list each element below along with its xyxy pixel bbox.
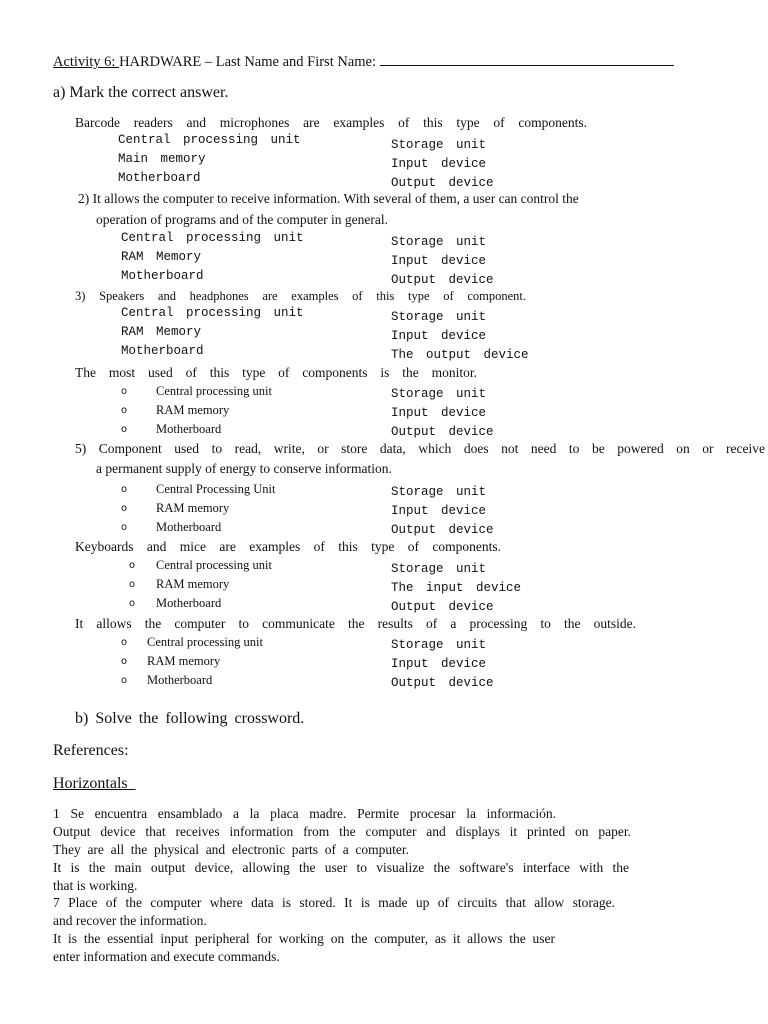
question-text: 2) It allows the computer to receive information. With several of them, a user can control the	[78, 191, 579, 206]
answer-option[interactable]: Storage unit	[391, 310, 487, 324]
clue-text: It is the main output device, allowing the user to visualize the software's interface with the	[53, 860, 629, 875]
bullet-icon: o	[121, 405, 128, 416]
answer-option[interactable]: Central Processing Unit	[156, 482, 276, 496]
answer-option[interactable]: Central processing unit	[121, 231, 304, 245]
bullet-icon: o	[129, 560, 136, 571]
answer-option[interactable]: Main memory	[118, 152, 206, 166]
answer-option[interactable]: Output device	[391, 176, 494, 190]
bullet-icon: o	[121, 503, 128, 514]
answer-option[interactable]: Storage unit	[391, 638, 487, 652]
clue-text: Output device that receives information from the computer and displays it printed on paper.	[53, 824, 631, 839]
question-text: 3) Speakers and headphones are examples of this type of component.	[75, 289, 526, 303]
answer-option[interactable]: Input device	[391, 657, 487, 671]
answer-option[interactable]: Motherboard	[156, 520, 222, 534]
answer-option[interactable]: Central processing unit	[156, 384, 272, 398]
bullet-icon: o	[129, 598, 136, 609]
answer-option[interactable]: Central processing unit	[121, 306, 304, 320]
answer-option[interactable]: Storage unit	[391, 387, 487, 401]
answer-option[interactable]: RAM memory	[156, 577, 230, 591]
answer-option[interactable]: The output device	[391, 348, 529, 362]
answer-option[interactable]: The input device	[391, 581, 522, 595]
answer-option[interactable]: Motherboard	[147, 673, 213, 687]
question-text: 5) Component used to read, write, or store data, which does not need to be powered on or receive	[75, 441, 765, 456]
answer-option[interactable]: Output device	[391, 523, 494, 537]
answer-option[interactable]: Input device	[391, 504, 487, 518]
answer-option[interactable]: RAM memory	[147, 654, 221, 668]
bullet-icon: o	[121, 424, 128, 435]
question-text: a permanent supply of energy to conserve information.	[96, 461, 392, 476]
answer-option[interactable]: Output device	[391, 273, 494, 287]
answer-option[interactable]: Motherboard	[118, 171, 201, 185]
clue-text: that is working.	[53, 878, 138, 893]
clue-text: and recover the information.	[53, 913, 207, 928]
answer-option[interactable]: Storage unit	[391, 485, 487, 499]
answer-option[interactable]: Output device	[391, 676, 494, 690]
answer-option[interactable]: Motherboard	[156, 422, 222, 436]
answer-option[interactable]: Storage unit	[391, 562, 487, 576]
section-a-title: a) Mark the correct answer.	[53, 84, 229, 101]
clue-text: 7 Place of the computer where data is stored. It is made up of circuits that allow storage.	[53, 895, 615, 910]
clue-text: It is the essential input peripheral for working on the computer, as it allows the user	[53, 931, 555, 946]
question-text: The most used of this type of components is the monitor.	[75, 365, 477, 380]
answer-option[interactable]: Motherboard	[121, 269, 204, 283]
name-prompt: – Last Name and First Name:	[201, 54, 380, 70]
question-text: It allows the computer to communicate the results of a processing to the outside.	[75, 616, 636, 631]
bullet-icon: o	[121, 637, 128, 648]
answer-option[interactable]: Output device	[391, 425, 494, 439]
clue-text: They are all the physical and electronic parts of a computer.	[53, 842, 409, 857]
answer-option[interactable]: Storage unit	[391, 235, 487, 249]
answer-option[interactable]: Input device	[391, 157, 487, 171]
activity-header	[53, 55, 674, 70]
answer-option[interactable]: Central processing unit	[147, 635, 263, 649]
answer-option[interactable]: Input device	[391, 406, 487, 420]
bullet-icon: o	[129, 579, 136, 590]
activity-prefix: Activity 6:	[53, 54, 120, 70]
answer-option[interactable]: RAM Memory	[121, 325, 202, 339]
answer-option[interactable]: RAM Memory	[121, 250, 202, 264]
answer-option[interactable]: Output device	[391, 600, 494, 614]
question-text: Keyboards and mice are examples of this type of components.	[75, 539, 501, 554]
bullet-icon: o	[121, 656, 128, 667]
answer-option[interactable]: Input device	[391, 254, 487, 268]
section-b-title: b) Solve the following crossword.	[75, 710, 305, 727]
bullet-icon: o	[121, 522, 128, 533]
bullet-icon: o	[121, 675, 128, 686]
answer-option[interactable]: Central processing unit	[156, 558, 272, 572]
activity-name: HARDWARE	[119, 54, 202, 70]
answer-option[interactable]: Input device	[391, 329, 487, 343]
horizontals-label	[53, 776, 136, 792]
clue-text: enter information and execute commands.	[53, 949, 280, 964]
bullet-icon: o	[121, 386, 128, 397]
answer-option[interactable]: Motherboard	[156, 596, 222, 610]
horizontals-label-text: Horizontals	[53, 775, 128, 792]
question-text: operation of programs and of the computer in general.	[96, 212, 389, 227]
answer-option[interactable]: Central processing unit	[118, 133, 301, 147]
answer-option[interactable]: Motherboard	[121, 344, 204, 358]
question-text: Barcode readers and microphones are examples of this type of components.	[75, 115, 587, 130]
answer-option[interactable]: RAM memory	[156, 403, 230, 417]
bullet-icon: o	[121, 484, 128, 495]
references-label: References:	[53, 742, 129, 759]
answer-option[interactable]: RAM memory	[156, 501, 230, 515]
name-blank-line[interactable]	[380, 65, 674, 66]
clue-text: 1 Se encuentra ensamblado a la placa madre. Permite procesar la información.	[53, 806, 556, 821]
answer-option[interactable]: Storage unit	[391, 138, 487, 152]
